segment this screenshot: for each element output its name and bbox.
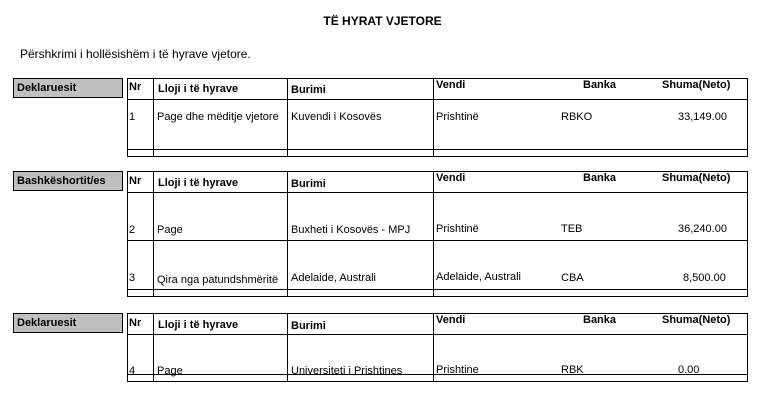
column-header-nr: Nr <box>129 175 142 187</box>
cell-amount: 0.00 <box>678 364 700 376</box>
column-header-amount: Shuma(Neto) <box>662 314 731 326</box>
cell-nr: 3 <box>129 272 136 284</box>
cell-bank: TEB <box>561 223 583 235</box>
column-header-amount: Shuma(Neto) <box>662 79 731 91</box>
section-label: Deklaruesit <box>13 313 123 333</box>
section-header <box>13 171 748 191</box>
cell-place: Prishtinë <box>436 111 479 123</box>
cell-bank: CBA <box>561 272 584 284</box>
column-header-type: Lloji i të hyrave <box>158 177 239 189</box>
column-header-source: Burimi <box>291 84 326 96</box>
row-divider <box>127 149 748 150</box>
row-divider <box>127 156 748 157</box>
cell-nr: 1 <box>129 111 136 123</box>
cell-bank: RBK <box>561 364 584 376</box>
cell-type: Qira nga patundshmëritë <box>157 274 279 286</box>
column-header-source: Burimi <box>291 178 326 190</box>
column-header-bank: Banka <box>583 172 617 184</box>
column-header-bank: Banka <box>583 79 617 91</box>
cell-amount: 36,240.00 <box>678 223 727 235</box>
cell-source: Kuvendi i Kosovës <box>291 111 382 123</box>
column-header-nr: Nr <box>129 317 142 329</box>
column-header-nr: Nr <box>129 81 142 93</box>
section-label: Deklaruesit <box>13 78 123 98</box>
income-section-declarant <box>13 78 748 158</box>
cell-amount: 33,149.00 <box>678 111 727 123</box>
page-subtitle: Përshkrimi i hollësishëm i të hyrave vjetore. <box>20 47 251 61</box>
section-header <box>13 78 748 98</box>
page-title: TË HYRAT VJETORE <box>323 14 442 28</box>
row-divider <box>127 240 748 241</box>
cell-source: Adelaide, Australi <box>291 272 376 284</box>
cell-source: Buxheti i Kosovës - MPJ <box>291 224 411 236</box>
column-header-amount: Shuma(Neto) <box>662 172 731 184</box>
cell-type: Page dhe mëditje vjetore <box>157 111 279 123</box>
cell-place: Prishtine <box>436 364 479 376</box>
column-header-row <box>127 171 748 193</box>
column-header-place: Vendi <box>436 172 466 184</box>
row-divider <box>127 296 748 297</box>
column-header-row <box>127 313 748 335</box>
column-header-type: Lloji i të hyrave <box>158 83 239 95</box>
income-section-declarant-2 <box>13 313 748 383</box>
section-label: Bashkëshortit/es <box>13 171 123 191</box>
cell-type: Page <box>157 224 183 236</box>
cell-place: Prishtinë <box>436 223 479 235</box>
column-header-row <box>127 78 748 100</box>
cell-bank: RBKO <box>561 111 593 123</box>
column-header-place: Vendi <box>436 79 466 91</box>
row-divider <box>127 289 748 290</box>
column-header-source: Burimi <box>291 320 326 332</box>
cell-type: Page <box>157 365 183 377</box>
cell-place: Adelaide, Australi <box>436 271 521 283</box>
cell-nr: 4 <box>129 365 136 377</box>
column-header-place: Vendi <box>436 314 466 326</box>
column-header-bank: Banka <box>583 314 617 326</box>
cell-nr: 2 <box>129 224 136 236</box>
row-divider <box>127 381 748 382</box>
cell-amount: 8,500.00 <box>683 272 726 284</box>
section-header <box>13 313 748 333</box>
column-header-type: Lloji i të hyrave <box>158 319 239 331</box>
cell-source: Universiteti i Prishtines <box>291 365 403 377</box>
income-section-spouse <box>13 171 748 298</box>
